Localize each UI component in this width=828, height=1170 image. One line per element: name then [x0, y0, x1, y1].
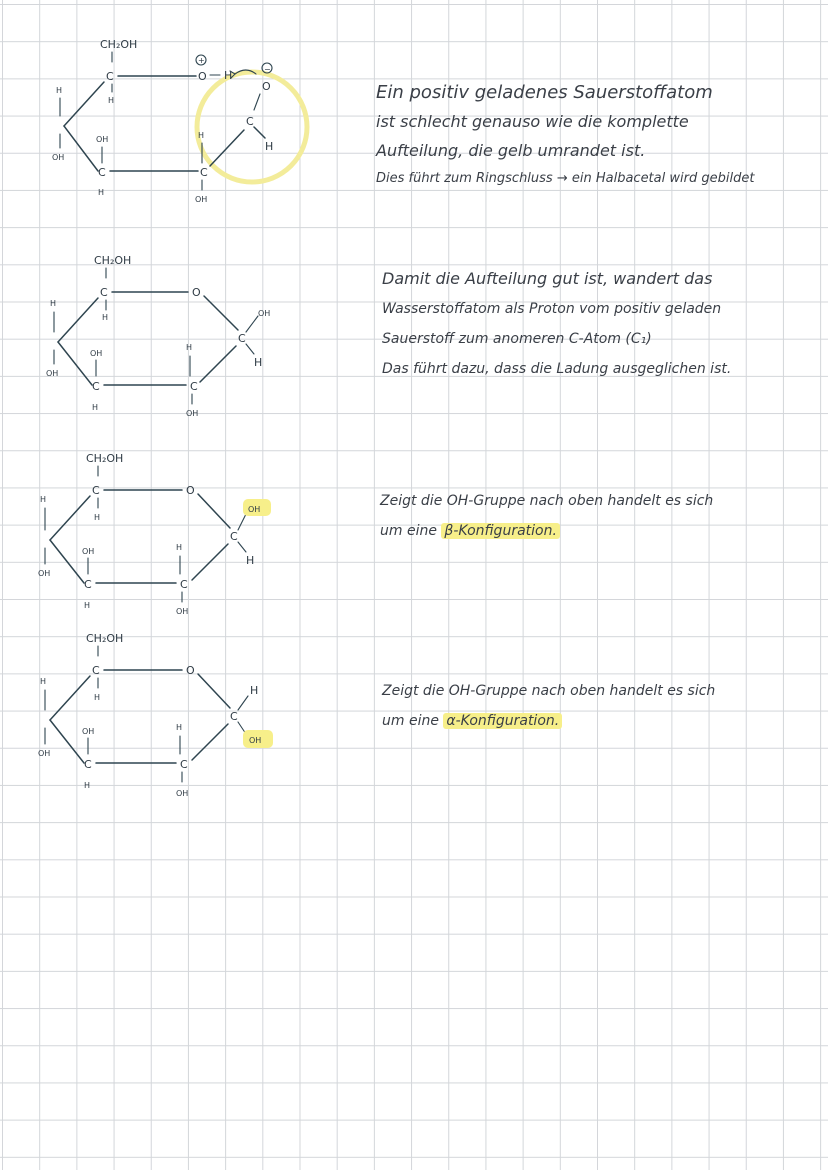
c5-h-label: H — [94, 513, 101, 522]
c3-oh-label: OH — [82, 547, 95, 556]
c2-h-label: H — [186, 343, 193, 352]
c4-oh-label: OH — [38, 569, 51, 578]
note-1 — [376, 78, 754, 192]
alpha-configuration-highlight: α-Konfiguration. — [443, 713, 562, 729]
c1-h-label: H — [246, 554, 255, 567]
note-1-line-4: Dies führt zum Ringschluss → ein Halbacetal wird gebildet — [376, 171, 755, 186]
note-2-line-2: Wasserstoffatom als Proton vom positiv geladen — [382, 301, 722, 317]
c2-oh-label: OH — [186, 409, 199, 418]
note-4-prefix: um eine — [382, 713, 439, 729]
c3-h-label: H — [98, 188, 105, 197]
c5-h-label: H — [102, 313, 109, 322]
c2-oh-label: OH — [176, 607, 189, 616]
molecule-2-ring — [0, 250, 330, 440]
c2-oh-label: OH — [195, 195, 208, 204]
c3-h-label: H — [92, 403, 99, 412]
c2-label: C — [200, 166, 208, 179]
c3-label: C — [84, 758, 92, 771]
c1-label: C — [238, 332, 246, 345]
c2-h-label: H — [198, 131, 205, 140]
c2-label: C — [180, 758, 188, 771]
c4-h-label: H — [50, 299, 57, 308]
note-2-line-1: Damit die Aufteilung gut ist, wandert das — [382, 269, 713, 288]
note-4-line-1: Zeigt die OH-Gruppe nach oben handelt es sich — [382, 683, 716, 699]
note-2-line-3: Sauerstoff zum anomeren C-Atom (C₁) — [382, 331, 652, 347]
note-3-line-1: Zeigt die OH-Gruppe nach oben handelt es sich — [380, 493, 714, 509]
c2-label: C — [190, 380, 198, 393]
c3-oh-label: OH — [82, 727, 95, 736]
c3-h-label: H — [84, 601, 91, 610]
note-2 — [382, 264, 731, 384]
c3-label: C — [98, 166, 106, 179]
c2-h-label: H — [176, 723, 183, 732]
note-3-prefix: um eine — [380, 523, 437, 539]
molecule-3-beta — [0, 446, 330, 636]
c5-h-label: H — [94, 693, 101, 702]
molecule-4-alpha — [0, 626, 330, 816]
c3-oh-label: OH — [90, 349, 103, 358]
c4-h-label: H — [40, 677, 47, 686]
note-2-line-4: Das führt dazu, dass die Ladung ausgeglichen ist. — [382, 361, 732, 377]
c5-label: C — [100, 286, 108, 299]
note-1-line-1: Ein positiv geladenes Sauerstoffatom — [376, 82, 713, 103]
c1-oh-label: OH — [258, 309, 271, 318]
c1-h-label: H — [254, 356, 263, 369]
note-1-line-2: ist schlecht genauso wie die komplette — [376, 112, 689, 131]
ring-o-label: O — [192, 286, 201, 299]
ring-o-label: O — [186, 484, 195, 497]
c5-label: C — [92, 484, 100, 497]
carbonyl-o-label: O — [262, 80, 271, 93]
c5-label: C — [106, 70, 114, 83]
c4-oh-label: OH — [52, 153, 65, 162]
ring-o-label: O — [186, 664, 195, 677]
minus-charge: − — [264, 65, 271, 74]
c4-h-label: H — [56, 86, 63, 95]
ch2oh-label: CH₂OH — [100, 38, 138, 51]
c5-h-label: H — [108, 96, 115, 105]
note-4 — [382, 676, 715, 736]
c2-h-label: H — [176, 543, 183, 552]
note-4-line-2 — [382, 706, 715, 736]
c3-oh-label: OH — [96, 135, 109, 144]
c1-label: C — [230, 710, 238, 723]
note-1-line-3: Aufteilung, die gelb umrandet ist. — [376, 141, 646, 160]
ch2oh-label: CH₂OH — [94, 254, 132, 267]
note-3 — [380, 486, 713, 546]
proton-h-label: H — [224, 69, 233, 82]
note-3-line-2 — [380, 516, 713, 546]
c1-h-label: H — [250, 684, 259, 697]
c2-oh-label: OH — [176, 789, 189, 798]
c1-oh-label: OH — [249, 736, 262, 745]
c5-label: C — [92, 664, 100, 677]
c1-oh-label: OH — [248, 505, 261, 514]
ring-o-label: O — [198, 70, 207, 83]
c1-h-label: H — [265, 140, 274, 153]
c2-label: C — [180, 578, 188, 591]
c4-oh-label: OH — [46, 369, 59, 378]
ch2oh-label: CH₂OH — [86, 632, 124, 645]
c3-h-label: H — [84, 781, 91, 790]
c1-label: C — [246, 115, 254, 128]
c1-label: C — [230, 530, 238, 543]
plus-charge: + — [198, 56, 205, 65]
molecule-1-open-chain — [0, 30, 330, 220]
beta-configuration-highlight: β-Konfiguration. — [441, 523, 560, 539]
ch2oh-label: CH₂OH — [86, 452, 124, 465]
c4-oh-label: OH — [38, 749, 51, 758]
c3-label: C — [92, 380, 100, 393]
c3-label: C — [84, 578, 92, 591]
c4-h-label: H — [40, 495, 47, 504]
